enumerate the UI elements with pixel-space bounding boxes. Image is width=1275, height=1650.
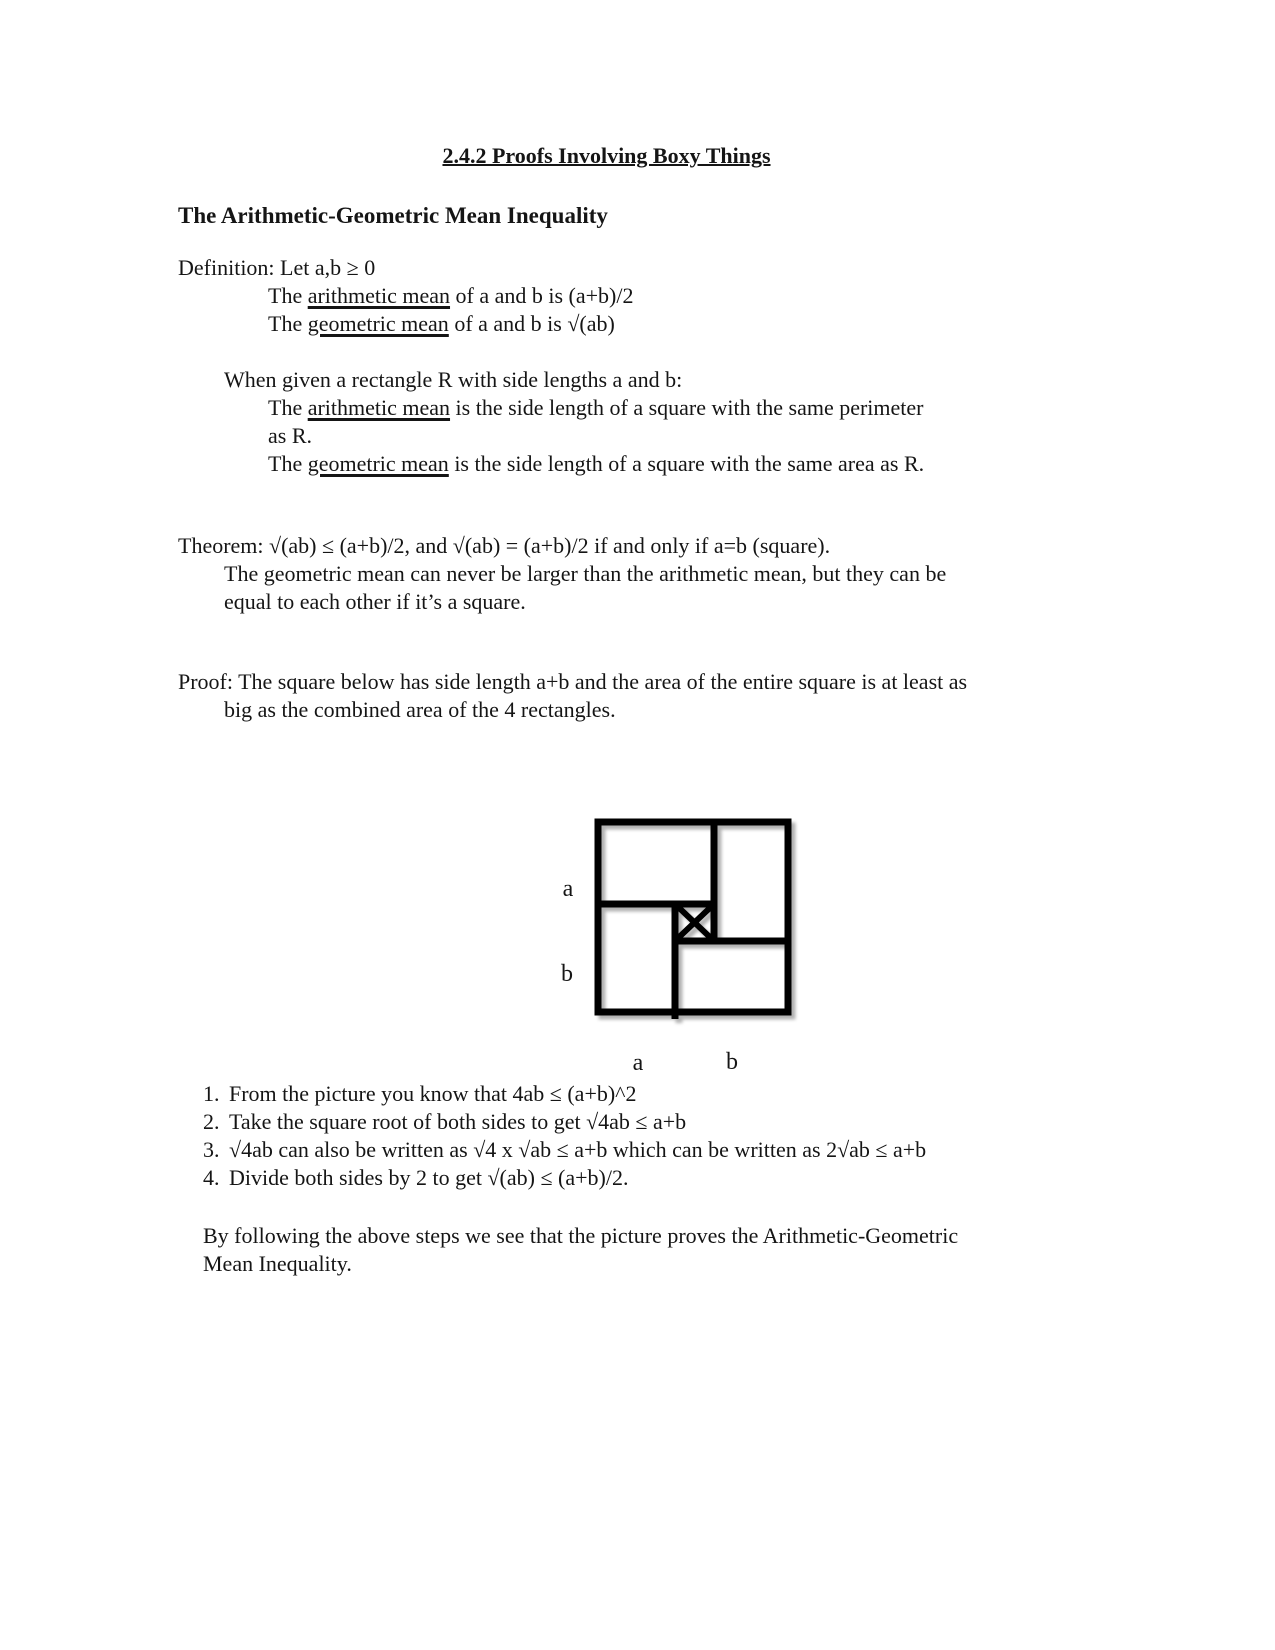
section-heading: The Arithmetic-Geometric Mean Inequality [178, 203, 608, 228]
step-number: 1. [203, 1081, 220, 1106]
proof-step-4 [178, 1164, 1035, 1192]
rectangle-note-lead: When given a rectangle R with side lengths a and b: [224, 367, 683, 392]
center-square-x-mark [675, 904, 714, 941]
text-segment: of a and b is √(ab) [448, 311, 615, 336]
step-text: √4ab can also be written as √4 x √ab ≤ a+b which can be written as 2√ab ≤ a+b [229, 1137, 927, 1162]
rectangle-arithmetic-mean-line [268, 394, 1035, 450]
underlined-term: geometric mean [307, 451, 449, 476]
conclusion-paragraph [203, 1222, 1035, 1278]
theorem-statement: Theorem: √(ab) ≤ (a+b)/2, and √(ab) = (a+b)/2 if and only if a=b (square). [178, 533, 831, 558]
definition-geometric-mean-line [268, 310, 1035, 338]
definition-lead: Definition: Let a,b ≥ 0 [178, 255, 376, 280]
proof-continuation-line: big as the combined area of the 4 rectangles. [224, 697, 616, 722]
step-number: 4. [203, 1165, 220, 1190]
proof-step-2 [178, 1108, 1035, 1136]
proof-step-1 [178, 1080, 1035, 1108]
rectangle-geometric-mean-line [268, 450, 1035, 478]
pinwheel-square-figure [538, 812, 848, 1080]
text-segment: The [268, 311, 308, 336]
theorem-explanation-line: The geometric mean can never be larger than the arithmetic mean, but they can be [224, 561, 947, 586]
theorem-explanation-line: equal to each other if it’s a square. [224, 589, 526, 614]
side-label-a-left: a [562, 876, 574, 902]
text-segment: as R. [268, 423, 312, 448]
conclusion-line: By following the above steps we see that the picture proves the Arithmetic-Geometric [203, 1223, 959, 1248]
text-segment: is the side length of a square with the same area as R. [448, 451, 925, 476]
document-page [178, 0, 1035, 1278]
text-segment: The [268, 451, 308, 476]
page-title [178, 142, 1035, 170]
underlined-term: geometric mean [307, 311, 449, 336]
theorem-block [178, 532, 1035, 616]
proof-step-3 [178, 1136, 1035, 1164]
definition-block [178, 254, 1035, 338]
side-label-b-left: b [561, 961, 573, 987]
proof-block [178, 668, 1035, 724]
step-text: Divide both sides by 2 to get √(ab) ≤ (a+b)/2. [229, 1165, 629, 1190]
page-title-text: 2.4.2 Proofs Involving Boxy Things [442, 143, 771, 168]
step-number: 2. [203, 1109, 220, 1134]
text-segment: is the side length of a square with the same perimeter [450, 395, 924, 420]
text-segment: The [268, 395, 308, 420]
text-segment: The [268, 283, 308, 308]
proof-lead-line: Proof: The square below has side length a+b and the area of the entire square is at least as [178, 669, 968, 694]
step-text: Take the square root of both sides to get √4ab ≤ a+b [229, 1109, 687, 1134]
conclusion-line: Mean Inequality. [203, 1251, 352, 1276]
definition-arithmetic-mean-line [268, 282, 1035, 310]
square-and-rectangles [598, 822, 788, 1019]
agm-square-diagram [538, 812, 848, 1080]
underlined-term: arithmetic mean [307, 395, 451, 420]
step-text: From the picture you know that 4ab ≤ (a+b)^2 [229, 1081, 637, 1106]
text-segment: of a and b is (a+b)/2 [450, 283, 634, 308]
underlined-term: arithmetic mean [307, 283, 451, 308]
side-label-a-bottom: a [632, 1050, 644, 1076]
step-number: 3. [203, 1137, 220, 1162]
rectangle-note-block [178, 366, 1035, 478]
side-label-b-bottom: b [726, 1049, 738, 1075]
proof-steps-list [178, 1080, 1035, 1192]
